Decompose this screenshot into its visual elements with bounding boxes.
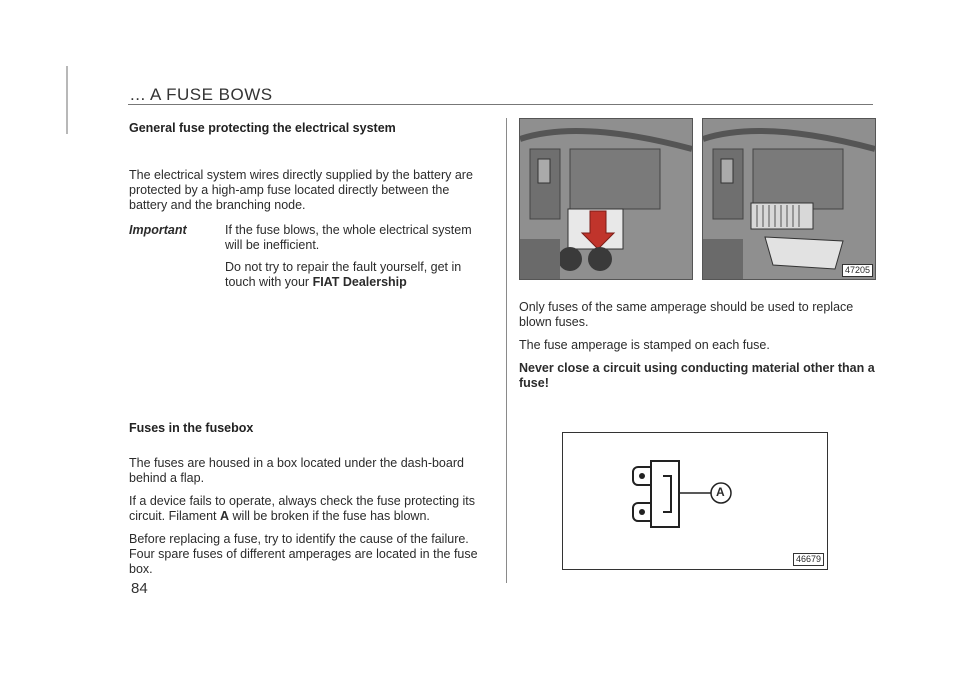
amperage-stamp-paragraph: The fuse amperage is stamped on each fuse. (519, 338, 770, 352)
general-fuse-paragraph: The electrical system wires directly supplied by the battery are protected by a high-amp fuse located directly between the battery and the branching node. (129, 168, 473, 212)
fusebox-photos (519, 118, 879, 290)
important-label: Important (129, 223, 187, 237)
fuse-diagram (562, 432, 828, 570)
page-number: 84 (131, 580, 148, 597)
filament-a-callout: A (716, 485, 725, 499)
important-body (225, 223, 489, 297)
left-column (129, 121, 489, 577)
margin-rule (66, 66, 68, 134)
page-title: ... A FUSE BOWS (130, 85, 273, 104)
blade-fuse-illustration (563, 433, 827, 569)
fusebox-paragraph-1: The fuses are housed in a box located under the dash-board behind a flap. (129, 456, 464, 485)
filament-label: A (220, 509, 230, 523)
right-column (519, 118, 879, 391)
diagram-reference-number: 46679 (793, 553, 824, 566)
fusebox-photo-open (702, 118, 876, 280)
fusebox-open-illustration (703, 119, 875, 279)
section-heading-general-fuse: General fuse protecting the electrical system (129, 121, 396, 135)
important-text: If the fuse blows, the whole electrical system will be inefficient. (225, 223, 472, 252)
section-heading-fusebox: Fuses in the fusebox (129, 421, 254, 435)
fusebox-closed-illustration (520, 119, 692, 279)
important-note (129, 223, 489, 297)
fusebox-paragraph-3: Before replacing a fuse, try to identify the cause of the failure. Four spare fuses of different amperages are located in the fuse box. (129, 532, 478, 576)
fusebox-paragraph-2 (129, 494, 489, 524)
conducting-material-warning: Never close a circuit using conducting material other than a fuse! (519, 361, 875, 390)
important-text-2 (225, 260, 489, 290)
column-divider (506, 118, 507, 583)
fusebox-photo-closed (519, 118, 693, 280)
photo-reference-number: 47205 (842, 264, 873, 277)
header-divider (128, 104, 873, 105)
important-text-2-prefix: Do not try to repair the fault yourself, get in touch with your (225, 260, 462, 289)
fusebox-paragraph-2-suffix: will be broken if the fuse has blown. (232, 509, 430, 523)
fusebox-paragraph-2-prefix: If a device fails to operate, always check the fuse protecting its circuit. Filament (129, 494, 476, 523)
amperage-paragraph: Only fuses of the same amperage should be used to replace blown fuses. (519, 300, 854, 329)
dealership-name: FIAT Dealership (312, 275, 407, 289)
